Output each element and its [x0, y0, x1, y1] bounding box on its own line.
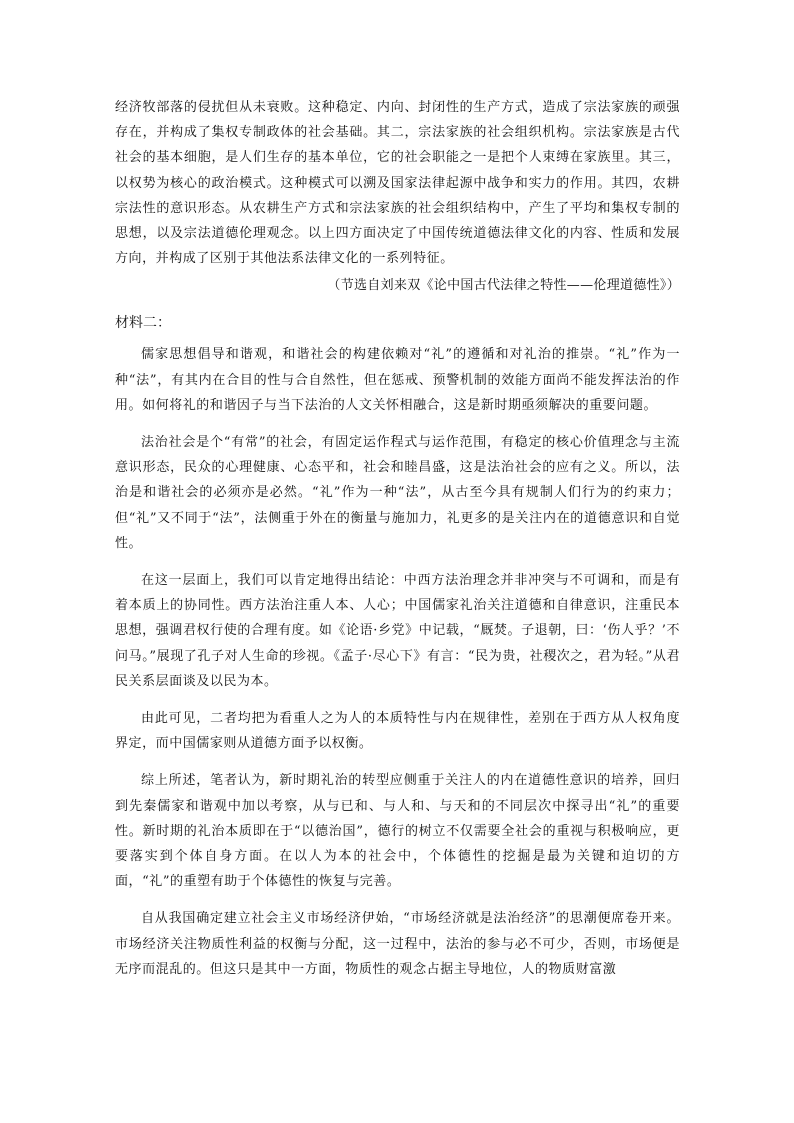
- body-paragraph-1: 儒家思想倡导和谐观，和谐社会的构建依赖对“礼”的遵循和对礼治的推崇。“礼”作为一种“法”，有其内在合目的性与合自然性，但在惩戒、预警机制的效能方面尚不能发挥法治的作用。如何将礼的和谐因子与当下法治的人文关怀相融合，这是新时期亟须解决的重要问题。: [115, 347, 680, 413]
- body-paragraph-6: 自从我国确定建立社会主义市场经济伊始，“市场经济就是法治经济”的思潮便席卷开来。市场经济关注物质性利益的权衡与分配，这一过程中，法治的参与必不可少，否则，市场便是无序而混乱的。但这只是其中一方面，物质性的观念占据主导地位，人的物质财富激: [115, 911, 680, 977]
- body-paragraph-3: 在这一层面上，我们可以肯定地得出结论：中西方法治理念并非冲突与不可调和，而是有着本质上的协同性。西方法治注重人本、人心；中国儒家礼治关注道德和自律意识，注重民本思想，强调君权行使的合理有度。如《论语·乡党》中记载，“厩焚。子退朝，曰：‘伤人乎？’不问马。”展现了孔子对人生命的珍视。《孟子·尽心下》有言：“民为贵，社稷次之，君为轻。”从君民关系层面谈及以民为本。: [115, 573, 680, 689]
- body-paragraph-4: 由此可见，二者均把为看重人之为人的本质特性与内在规律性，差别在于西方从人权角度界定，而中国儒家则从道德方面予以权衡。: [115, 711, 680, 752]
- source-citation: （节选自刘来双《论中国古代法律之特性——伦理道德性》）: [327, 278, 680, 294]
- body-paragraph-2: 法治社会是个“有常”的社会，有固定运作程式与运作范围，有稳定的核心价值理念与主流意识形态，民众的心理健康、心态平和，社会和睦昌盛，这是法治社会的应有之义。所以，法治是和谐社会的必须亦是必然。“礼”作为一种“法”，从古至今具有规制人们行为的约束力；但“礼”又不同于“法”，法侧重于外在的衡量与施加力，礼更多的是关注内在的道德意识和自觉性。: [115, 435, 680, 551]
- section-heading: 材料二：: [115, 315, 171, 332]
- document-body: [115, 95, 680, 982]
- intro-paragraph: 经济牧部落的侵扰但从未衰败。这种稳定、内向、封闭性的生产方式，造成了宗法家族的顽强存在，并构成了集权专制政体的社会基础。其二，宗法家族的社会组织机构。宗法家族是古代社会的基本细胞，是人们生存的基本单位，它的社会职能之一是把个人束缚在家族里。其三，以权势为核心的政治模式。这种模式可以溯及国家法律起源中战争和实力的作用。其四，农耕宗法性的意识形态。从农耕生产方式和宗法家族的社会组织结构中，产生了平均和集权专制的思想，以及宗法道德伦理观念。以上四方面决定了中国传统道德法律文化的内容、性质和发展方向，并构成了区别于其他法系法律文化的一系列特征。: [115, 100, 680, 267]
- body-paragraph-5: 综上所述，笔者认为，新时期礼治的转型应侧重于关注人的内在道德性意识的培养，回归到先秦儒家和谐观中加以考察，从与已和、与人和、与天和的不同层次中探寻出“礼”的重要性。新时期的礼治本质即在于“以德治国”，德行的树立不仅需要全社会的重视与积极响应，更要落实到个体自身方面。在以人为本的社会中，个体德性的挖掘是最为关键和迫切的方面，“礼”的重塑有助于个体德性的恢复与完善。: [115, 773, 680, 890]
